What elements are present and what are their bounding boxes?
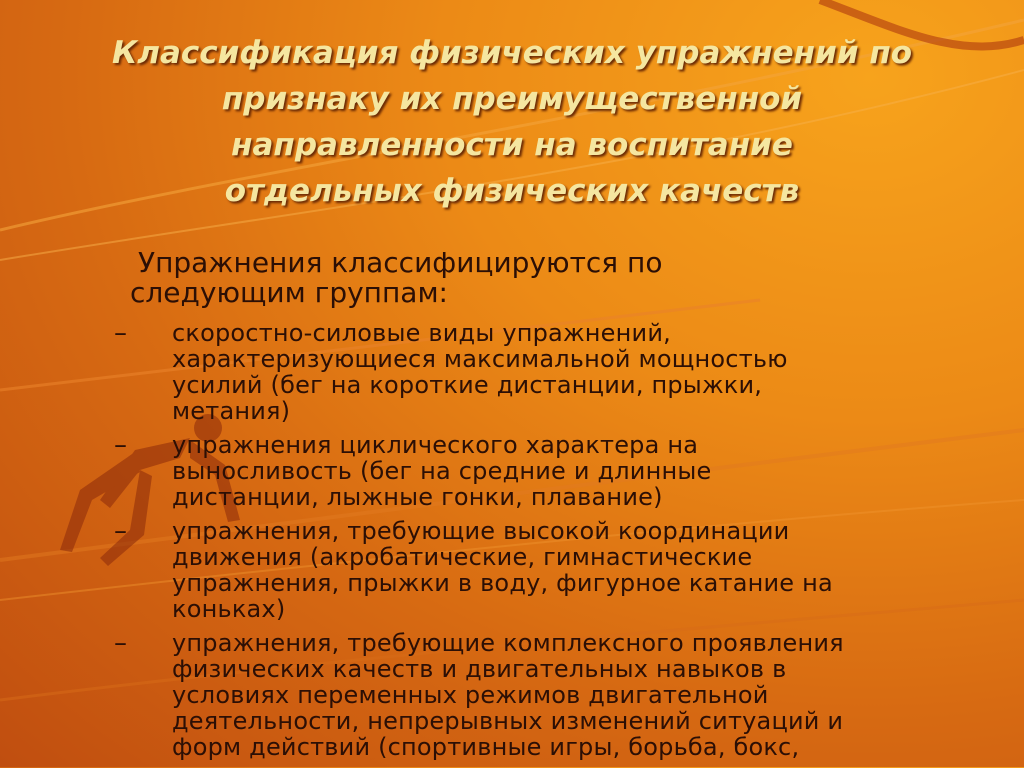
slide-title	[40, 30, 984, 214]
title-line: Классификация физических упражнений по	[111, 35, 913, 71]
list-item	[108, 320, 988, 424]
list-item-line: скоростно-силовые виды упражнений,	[172, 319, 671, 347]
list-item-line: упражнения циклического характера на	[172, 431, 699, 459]
list-item-text	[172, 518, 988, 622]
bullet-dash: –	[114, 318, 127, 348]
list-item	[108, 518, 988, 622]
list-item-line: упражнения, прыжки в воду, фигурное катание на	[172, 569, 833, 597]
list-item-line: упражнения, требующие высокой координации	[172, 517, 790, 545]
list-item-line: условиях переменных режимов двигательной	[172, 681, 769, 709]
list-item	[108, 630, 988, 760]
list-item-line: усилий (бег на короткие дистанции, прыжки,	[172, 371, 763, 399]
intro-line: Упражнения классифицируются по	[138, 246, 663, 279]
title-line: отдельных физических качеств	[224, 173, 800, 209]
list-item-text	[172, 630, 988, 760]
list-item-line: коньках)	[172, 595, 286, 623]
list-item-line: деятельности, непрерывных изменений ситуаций и	[172, 707, 844, 735]
intro-text	[130, 248, 930, 308]
list-item-line: характеризующиеся максимальной мощностью	[172, 345, 788, 373]
intro-line: следующим группам:	[130, 276, 448, 309]
list-item-line: движения (акробатические, гимнастические	[172, 543, 753, 571]
exercise-groups-list	[108, 320, 988, 768]
list-item	[108, 432, 988, 510]
title-line: признаку их преимущественной	[221, 81, 803, 117]
list-item-line: упражнения, требующие комплексного проявления	[172, 629, 844, 657]
list-item-line: метания)	[172, 397, 291, 425]
list-item-line: дистанции, лыжные гонки, плавание)	[172, 483, 663, 511]
list-item-line: форм действий (спортивные игры, борьба, бокс,	[172, 733, 800, 761]
list-item-text	[172, 320, 988, 424]
bullet-dash: –	[114, 628, 127, 658]
bullet-dash: –	[114, 516, 127, 546]
list-item-line: физических качеств и двигательных навыков в	[172, 655, 787, 683]
bullet-dash: –	[114, 430, 127, 460]
list-item-text	[172, 432, 988, 510]
title-line: направленности на воспитание	[231, 127, 793, 163]
list-item-line: выносливость (бег на средние и длинные	[172, 457, 712, 485]
